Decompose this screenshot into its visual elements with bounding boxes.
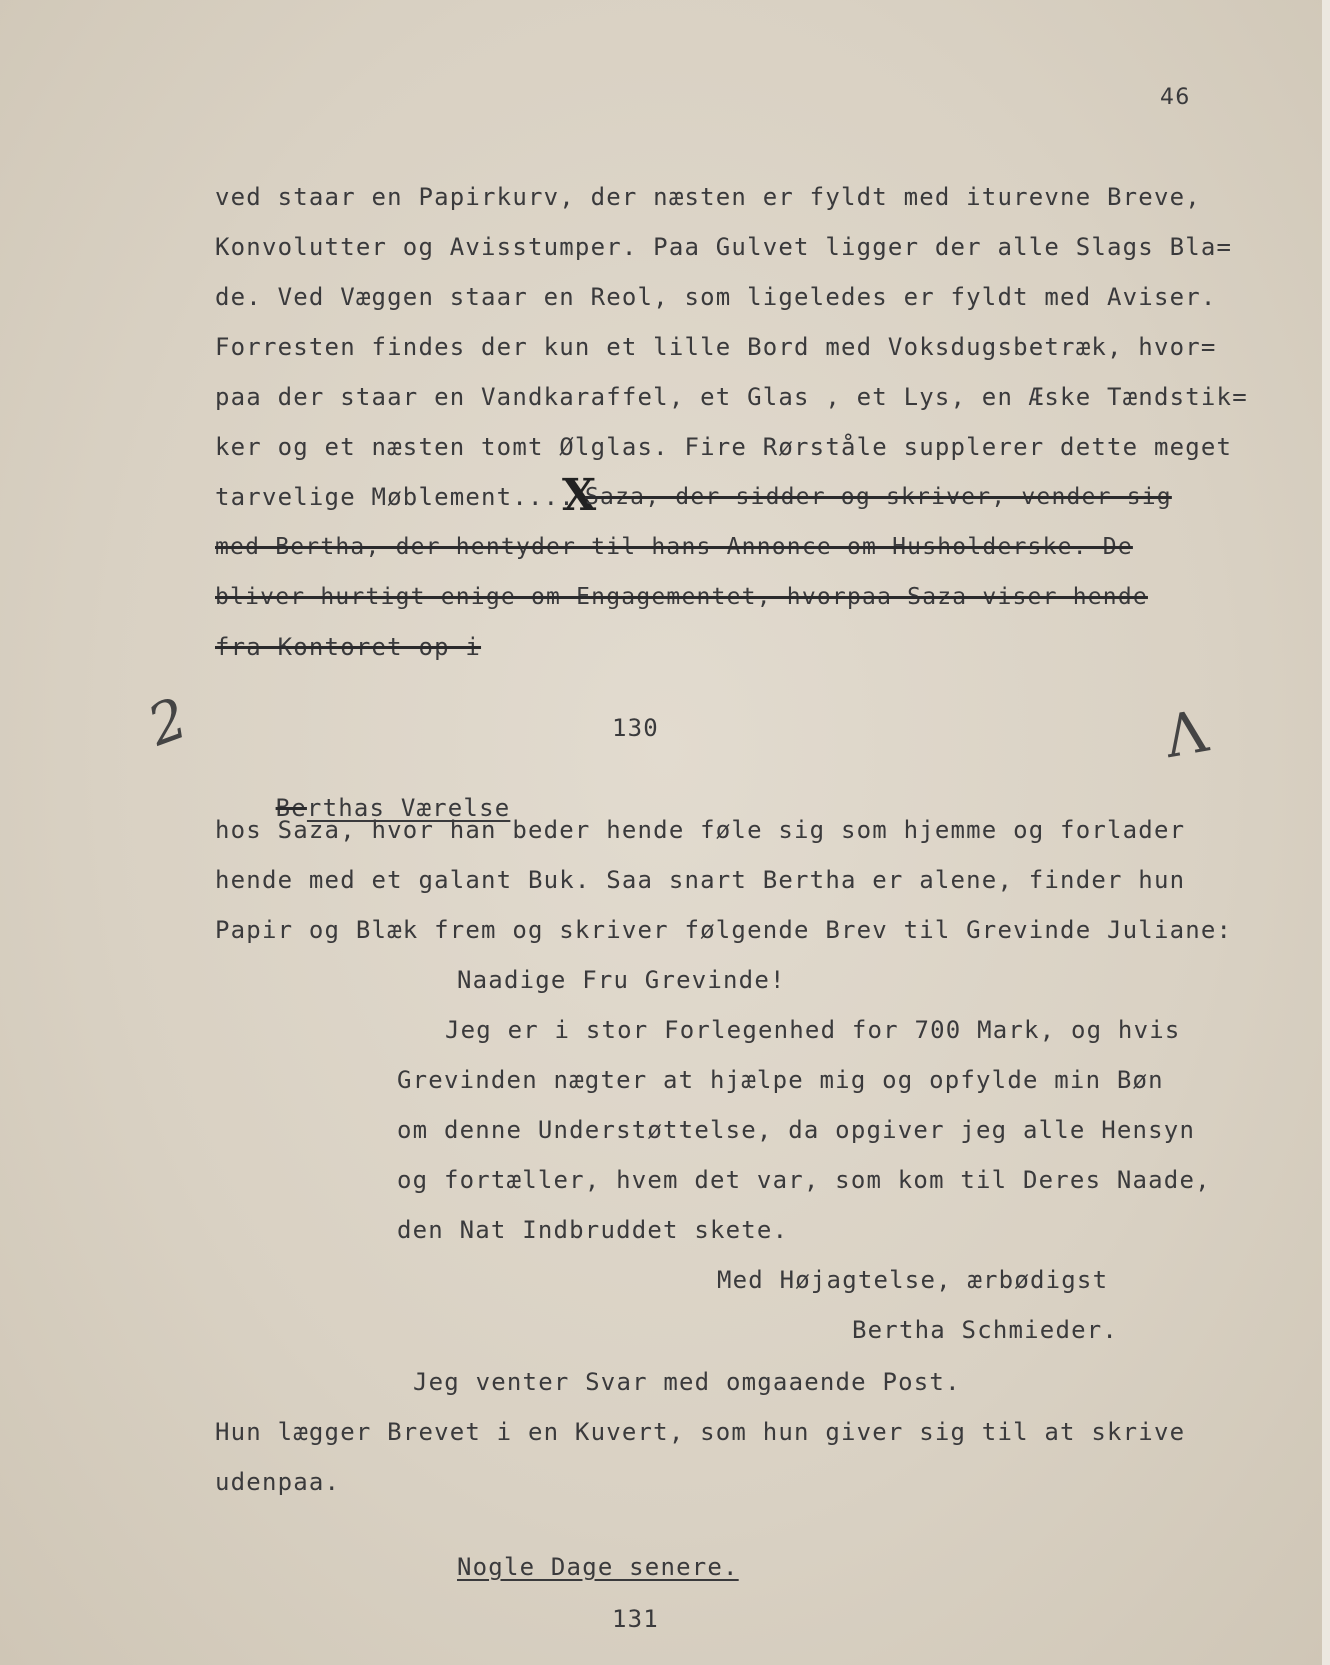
body-line: ved staar en Papirkurv, der næsten er fyldt med iturevne Breve,: [215, 183, 1201, 211]
letter-line: Jeg er i stor Forlegenhed for 700 Mark, og hvis: [445, 1016, 1181, 1044]
struck-line: bliver hurtigt enige om Engagementet, hvorpaa Saza viser hende: [215, 584, 1148, 610]
body-line: Papir og Blæk frem og skriver følgende Brev til Grevinde Juliane:: [215, 916, 1233, 944]
body-line: hos Saza, hvor han beder hende føle sig som hjemme og forlader: [215, 816, 1186, 844]
body-line: ker og et næsten tomt Ølglas. Fire Rørståle supplerer dette meget: [215, 433, 1233, 461]
page-number: 46: [1160, 85, 1191, 110]
letter-line: om denne Understøttelse, da opgiver jeg alle Hensyn: [397, 1116, 1196, 1144]
body-line: udenpaa.: [215, 1468, 341, 1496]
letter-salutation: Naadige Fru Grevinde!: [457, 966, 786, 994]
body-line: paa der staar en Vandkaraffel, et Glas , et Lys, en Æske Tændstik=: [215, 383, 1248, 411]
scene-number: 130: [612, 714, 659, 742]
insert-mark: X: [562, 470, 597, 521]
letter-postscript: Jeg venter Svar med omgaaende Post.: [413, 1368, 961, 1396]
heading-text: rthas Værelse: [306, 794, 511, 822]
body-line: Forresten findes der kun et lille Bord med Voksdugsbetræk, hvor=: [215, 333, 1217, 361]
margin-mark-left: 2: [139, 685, 196, 760]
body-line: Hun lægger Brevet i en Kuvert, som hun giver sig til at skrive: [215, 1418, 1186, 1446]
struck-line: Saza, der sidder og skriver, vender sig: [585, 484, 1172, 510]
paper-edge: [1322, 0, 1330, 1665]
letter-line: Grevinden nægter at hjælpe mig og opfylde min Bøn: [397, 1066, 1164, 1094]
scene-number: 131: [612, 1605, 659, 1633]
letter-signature: Bertha Schmieder.: [852, 1316, 1119, 1344]
margin-mark-right: Λ: [1159, 696, 1213, 772]
letter-closing: Med Højagtelse, ærbødigst: [717, 1266, 1109, 1294]
body-line: de. Ved Væggen staar en Reol, som ligeledes er fyldt med Aviser.: [215, 283, 1217, 311]
struck-line: fra Kontoret op i: [215, 633, 482, 661]
body-line: Konvolutter og Avisstumper. Paa Gulvet ligger der alle Slags Bla=: [215, 233, 1233, 261]
body-line: tarvelige Møblement....: [215, 483, 575, 511]
scene-heading: Nogle Dage senere.: [457, 1553, 739, 1581]
body-line: hende med et galant Buk. Saa snart Bertha er alene, finder hun: [215, 866, 1186, 894]
struck-line: med Bertha, der hentyder til hans Annonce om Husholderske. De: [215, 534, 1133, 560]
letter-line: den Nat Indbruddet skete.: [397, 1216, 789, 1244]
letter-line: og fortæller, hvem det var, som kom til Deres Naade,: [397, 1166, 1211, 1194]
heading-struck-letters: Be: [275, 794, 307, 822]
